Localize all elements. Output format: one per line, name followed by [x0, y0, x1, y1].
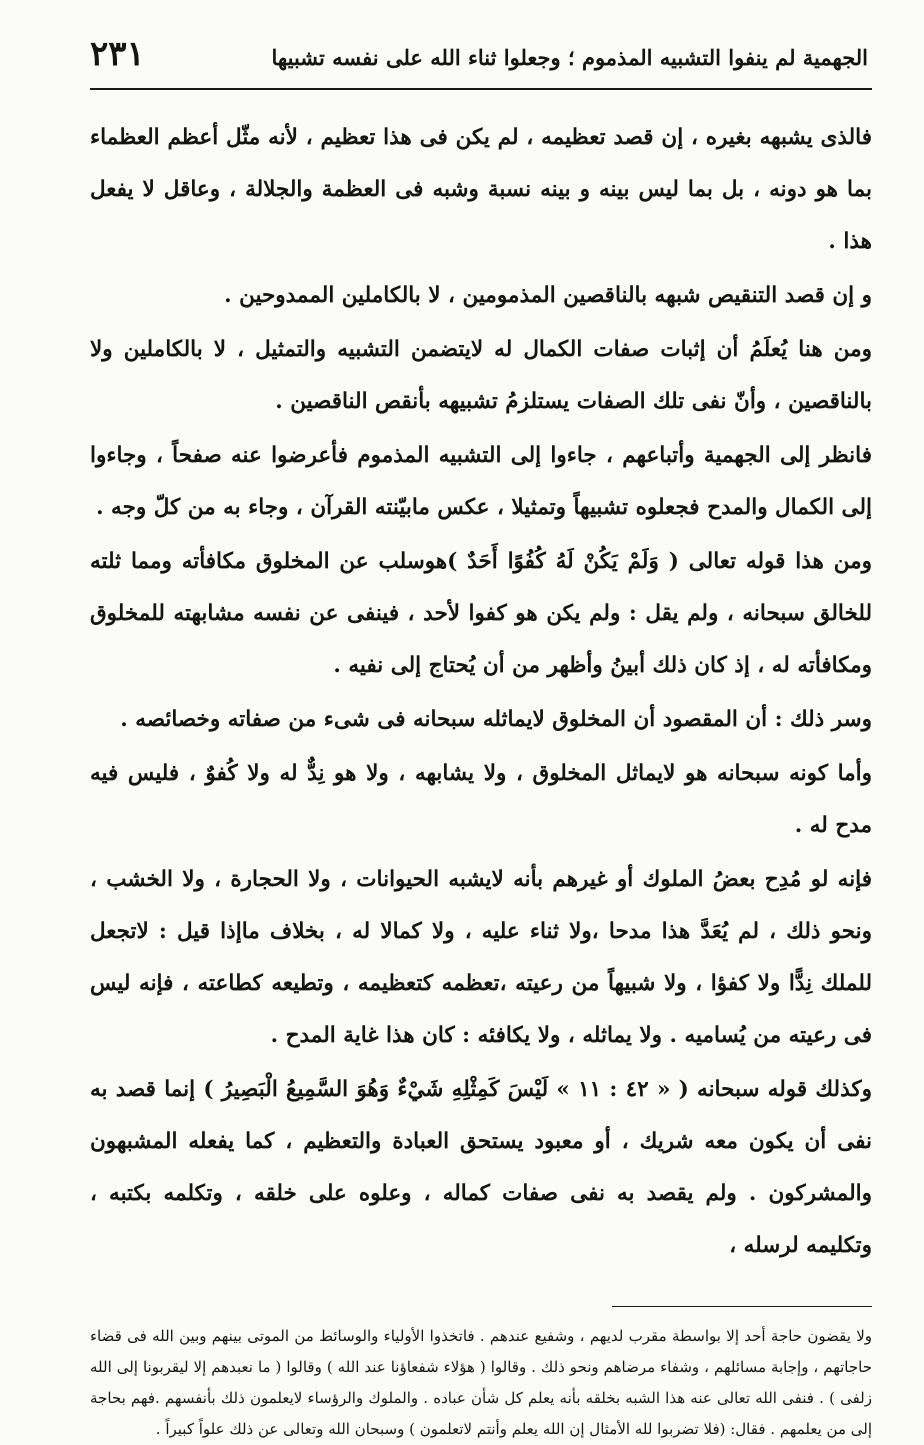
main-text [90, 112, 872, 1272]
page-header [90, 34, 872, 90]
paragraph: فانظر إلى الجهمية وأتباعهم ، جاءوا إلى التشبيه المذموم فأعرضوا عنه صفحاً ، وجاءوا إلى الكمال والمدح فجعلوه تشبيهاً وتمثيلا ، عكس مابيّنته القرآن ، وجاء به من كلّ وجه . [90, 443, 872, 520]
paragraph: ومن هذا قوله تعالى ( وَلَمْ يَكُنْ لَهُ كُفُوًا أَحَدٌ )هوسلب عن المخلوق مكافأته ومما ثلته للخالق سبحانه ، ولم يقل : ولم يكن هو كفوا لأحد ، فينفى عن نفسه مشابهته للمخلوق ومكافأته له ، إذ كان ذلك أبينُ وأظهر من أن يُحتاج إلى نفيه . [90, 549, 872, 678]
paragraph: وسر ذلك : أن المقصود أن المخلوق لايماثله سبحانه فى شىء من صفاته وخصائصه . [120, 707, 872, 732]
paragraph: فإنه لو مُدِح بعضُ الملوك أو غيرهم بأنه لايشبه الحيوانات ، ولا الحجارة ، ولا الخشب ، ونحو ذلك ، لم يُعَدَّ هذا مدحا ،ولا ثناء عليه ، ولا كمالا له ، بخلاف ماإذا قيل : لاتجعل للملك نِدًّا ولا كفؤا ، ولا شبيهاً من رعيته ،تعظمه كتعظيمه ، وتطيعه كطاعته ، فإنه ليس فى رعيته من يُساميه . ولا يماثله ، ولا يكافئه : كان هذا غاية المدح . [90, 867, 872, 1048]
footnotes [90, 1321, 872, 1445]
footnote: ولا يقضون حاجة أحد إلا بواسطة مقرب لديهم ، وشفيع عندهم . فاتخذوا الأولياء والوسائط من الموتى بينهم وبين الله فى قضاء حاجاتهم ، وإجابة مسائلهم ، وشفاء مرضاهم ونحو ذلك . وقالوا ( هؤلاء شفعاؤنا عند الله ) وقالوا ( ما نعبدهم إلا ليقربونا إلى الله زلفى ) . فنفى الله تعالى عنه هذا الشبه بخلقه بأنه يعلم كل شأن عباده . والملوك والرؤساء لايعلمون ذلك بأنفسهم .فهم بحاجة إلى من يعلمهم . فقال: (فلا تضربوا لله الأمثال إن الله يعلم وأنتم لاتعلمون ) وسبحان الله وتعالى عن ذلك علواً كبيراً . [90, 1327, 872, 1438]
paragraph: فالذى يشبهه بغيره ، إن قصد تعظيمه ، لم يكن فى هذا تعظيم ، لأنه مثّل أعظم العظماء بما هو دونه ، بل بما ليس بينه و بينه نسبة وشبه فى العظمة والجلالة ، وعاقل لا يفعل هذا . [90, 125, 872, 254]
running-title: الجهمية لم ينفوا التشبيه المذموم ؛ وجعلوا ثناء الله على نفسه تشبيها [271, 45, 868, 70]
page-number: ٢٣١ [90, 34, 145, 74]
paragraph: وأما كونه سبحانه هو لايماثل المخلوق ، ولا يشابهه ، ولا هو نِدٌّ له ولا كُفوٌ ، فليس فيه مدح له . [90, 761, 872, 838]
paragraph: وكذلك قوله سبحانه ( « ٤٢ : ١١ » لَيْسَ كَمِثْلِهِ شَيْءٌ وَهُوَ السَّمِيعُ الْبَصِيرُ ) إنما قصد به نفى أن يكون معه شريك ، أو معبود يستحق العبادة والتعظيم ، كما يفعله المشبهون والمشركون . ولم يقصد به نفى صفات كماله ، وعلوه على خلقه ، وتكلمه بكتبه ، وتكليمه لرسله ، [90, 1077, 872, 1258]
footnote-separator [612, 1306, 872, 1307]
paragraph: ومن هنا يُعلَمُ أن إثبات صفات الكمال له لايتضمن التشبيه والتمثيل ، لا بالكاملين ولا بالناقصين ، وأنّ نفى تلك الصفات يستلزمُ تشبيهه بأنقص الناقصين . [90, 337, 872, 414]
paragraph: و إن قصد التنقيص شبهه بالناقصين المذمومين ، لا بالكاملين الممدوحين . [224, 283, 872, 308]
